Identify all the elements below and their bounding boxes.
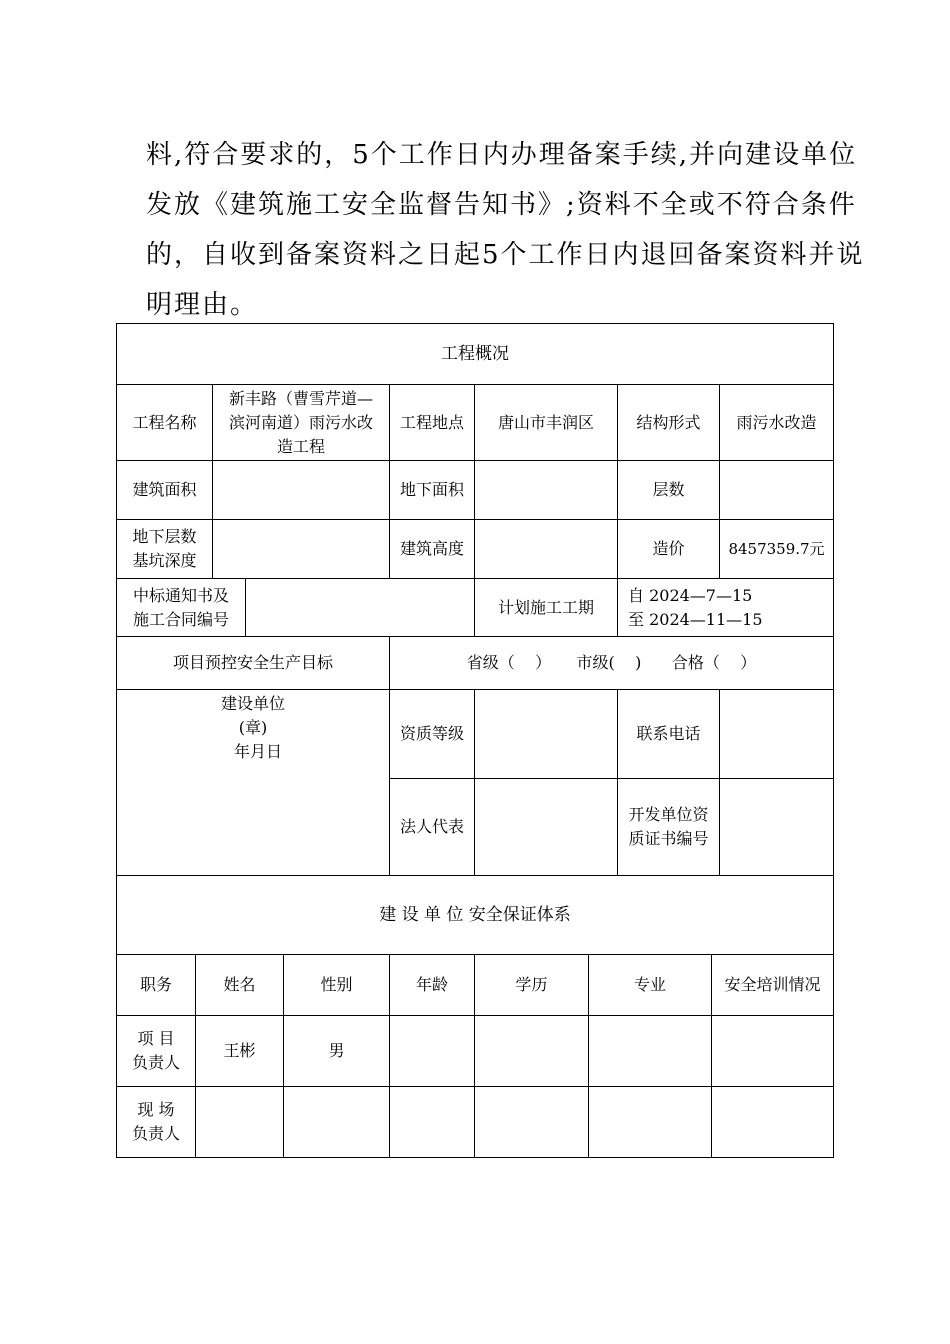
phone-label: 联系电话 <box>636 724 701 743</box>
schedule-line: 至 2024—11—15 <box>628 609 763 629</box>
row-gender: 男 <box>328 1041 345 1060</box>
cost-value: 8457359.7元 <box>728 540 825 558</box>
paragraph-line: 的，自收到备案资料之日起5个工作日内退回备案资料并说 <box>146 240 865 270</box>
underground-floors-label <box>117 520 212 578</box>
bid-notice-value <box>246 579 474 636</box>
project-name-line: 滨河南道）雨污水改 <box>228 412 373 432</box>
overview-title: 工程概况 <box>441 344 509 364</box>
label-line: (章) <box>238 718 268 737</box>
header-role: 职务 <box>139 975 172 994</box>
safety-system-title: 建 设 单 位 安全保证体系 <box>379 905 571 925</box>
header-age: 年龄 <box>415 975 448 994</box>
paragraph-line: 料,符合要求的，5个工作日内办理备案手续,并向建设单位 <box>146 140 858 170</box>
building-height-label: 建筑高度 <box>399 539 464 558</box>
floors-value <box>720 461 833 519</box>
row-education <box>475 1087 588 1157</box>
role-line: 负责人 <box>131 1124 180 1143</box>
row-name <box>196 1087 283 1157</box>
role-line: 负责人 <box>131 1053 180 1072</box>
schedule-line: 自 2024—7—15 <box>628 585 753 605</box>
cost-label: 造价 <box>652 539 685 558</box>
row-age <box>390 1087 474 1157</box>
floor-area-label: 建筑面积 <box>132 480 197 499</box>
schedule-value <box>618 579 833 636</box>
row-training <box>712 1087 833 1157</box>
project-name-value <box>213 385 389 460</box>
legal-rep-label: 法人代表 <box>399 817 464 836</box>
dev-cert-value <box>720 779 833 875</box>
label-line: 开发单位资 <box>628 805 709 824</box>
safety-target-options: 省级（ ） 市级( ) 合格（ ） <box>466 653 757 672</box>
label-line: 质证书编号 <box>628 829 709 848</box>
label-line: 年月日 <box>233 742 282 761</box>
floor-area-value <box>213 461 389 519</box>
row-gender <box>284 1087 389 1157</box>
legal-rep-value <box>475 779 617 875</box>
label-line: 地下层数 <box>132 527 197 546</box>
row-name: 王彬 <box>223 1041 256 1060</box>
row-major <box>589 1087 711 1157</box>
structure-label: 结构形式 <box>636 412 701 432</box>
row-major <box>589 1016 711 1086</box>
paragraph-line: 发放《建筑施工安全监督告知书》;资料不全或不符合条件 <box>146 190 857 220</box>
construction-unit-label <box>117 690 389 770</box>
header-education: 学历 <box>515 975 548 994</box>
table-border-right <box>833 323 834 1158</box>
building-height-value <box>475 520 617 578</box>
row-role <box>117 1016 195 1086</box>
underground-floors-value <box>213 520 389 578</box>
project-name-line: 新丰路（曹雪芹道— <box>228 388 373 408</box>
row-education <box>475 1016 588 1086</box>
underground-area-value <box>475 461 617 519</box>
header-major: 专业 <box>633 975 666 994</box>
qualification-value <box>475 690 617 778</box>
paragraph-line: 明理由。 <box>146 290 259 320</box>
bid-notice-label <box>117 579 245 636</box>
dev-cert-label <box>618 779 719 875</box>
project-name-label: 工程名称 <box>132 412 197 432</box>
row-age <box>390 1016 474 1086</box>
qualification-label: 资质等级 <box>399 724 464 743</box>
header-training: 安全培训情况 <box>724 975 821 994</box>
row-role <box>117 1087 195 1157</box>
row-training <box>712 1016 833 1086</box>
project-name-line: 造工程 <box>276 436 325 456</box>
table-border-bottom <box>116 1157 834 1158</box>
location-label: 工程地点 <box>399 412 464 432</box>
role-line: 项 目 <box>137 1029 175 1048</box>
underground-area-label: 地下面积 <box>399 480 464 499</box>
label-line: 基坑深度 <box>132 551 197 570</box>
header-name: 姓名 <box>223 975 256 994</box>
role-line: 现 场 <box>137 1100 175 1119</box>
label-line: 施工合同编号 <box>132 609 229 629</box>
phone-value <box>720 690 833 778</box>
location-value: 唐山市丰润区 <box>497 412 594 432</box>
structure-value: 雨污水改造 <box>736 412 817 432</box>
label-line: 建设单位 <box>220 694 285 713</box>
label-line: 中标通知书及 <box>132 585 229 605</box>
floors-label: 层数 <box>652 480 685 499</box>
schedule-label: 计划施工工期 <box>497 597 594 617</box>
safety-target-label: 项目预控安全生产目标 <box>172 653 333 672</box>
header-gender: 性别 <box>320 975 353 994</box>
